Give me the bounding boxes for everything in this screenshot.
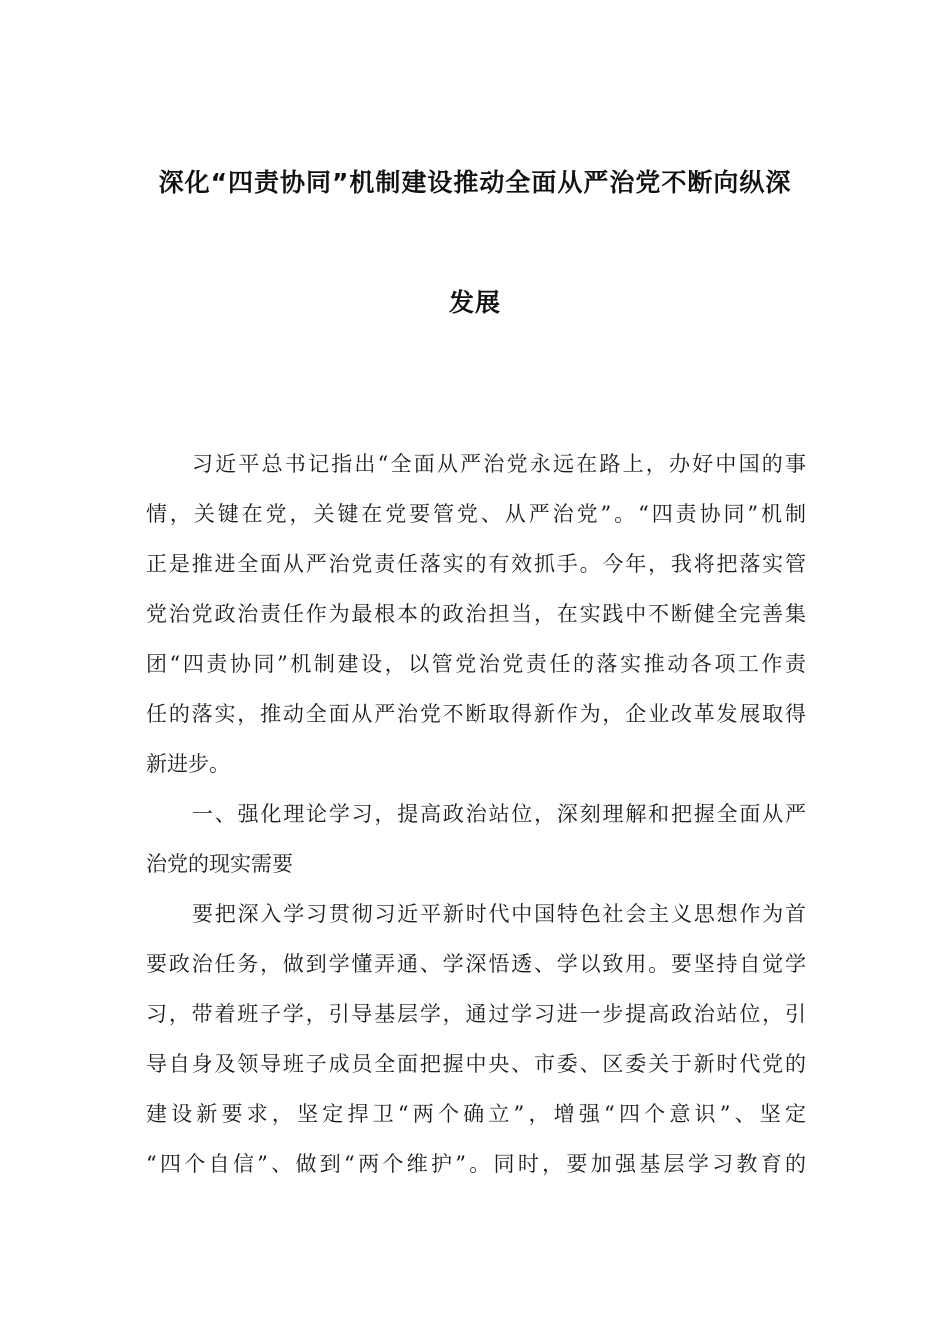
paragraph-2-line-3: 习，带着班子学，引导基层学，通过学习进一步提高政治站位，引	[146, 1002, 806, 1026]
document-title-line-1: 深化“四责协同”机制建设推动全面从严治党不断向纵深	[158, 168, 792, 197]
paragraph-1-line-1: 习近平总书记指出“全面从严治党永远在路上，办好中国的事	[192, 452, 806, 476]
paragraph-2-line-1: 要把深入学习贯彻习近平新时代中国特色社会主义思想作为首	[192, 902, 806, 926]
paragraph-1-line-7: 新进步。	[146, 752, 230, 776]
paragraph-2-line-2: 要政治任务，做到学懂弄通、学深悟透、学以致用。要坚持自觉学	[146, 952, 806, 976]
paragraph-1-line-5: 团“四责协同”机制建设，以管党治党责任的落实推动各项工作责	[146, 652, 806, 676]
section-heading-1-line-1: 一、强化理论学习，提高政治站位，深刻理解和把握全面从严	[192, 802, 806, 826]
paragraph-1-line-6: 任的落实，推动全面从严治党不断取得新作为，企业改革发展取得	[146, 702, 806, 726]
paragraph-2-line-5: 建设新要求，坚定捍卫“两个确立”，增强“四个意识”、坚定	[146, 1102, 806, 1126]
paragraph-2-line-6: “四个自信”、做到“两个维护”。同时，要加强基层学习教育的	[146, 1152, 806, 1176]
section-heading-1-line-2: 治党的现实需要	[146, 852, 293, 876]
paragraph-1-line-3: 正是推进全面从严治党责任落实的有效抓手。今年，我将把落实管	[146, 552, 806, 576]
document-title-line-2: 发展	[448, 288, 501, 317]
paragraph-1-line-2: 情，关键在党，关键在党要管党、从严治党”。“四责协同”机制	[146, 502, 806, 526]
paragraph-1-line-4: 党治党政治责任作为最根本的政治担当，在实践中不断健全完善集	[146, 602, 806, 626]
paragraph-2-line-4: 导自身及领导班子成员全面把握中央、市委、区委关于新时代党的	[146, 1052, 806, 1076]
